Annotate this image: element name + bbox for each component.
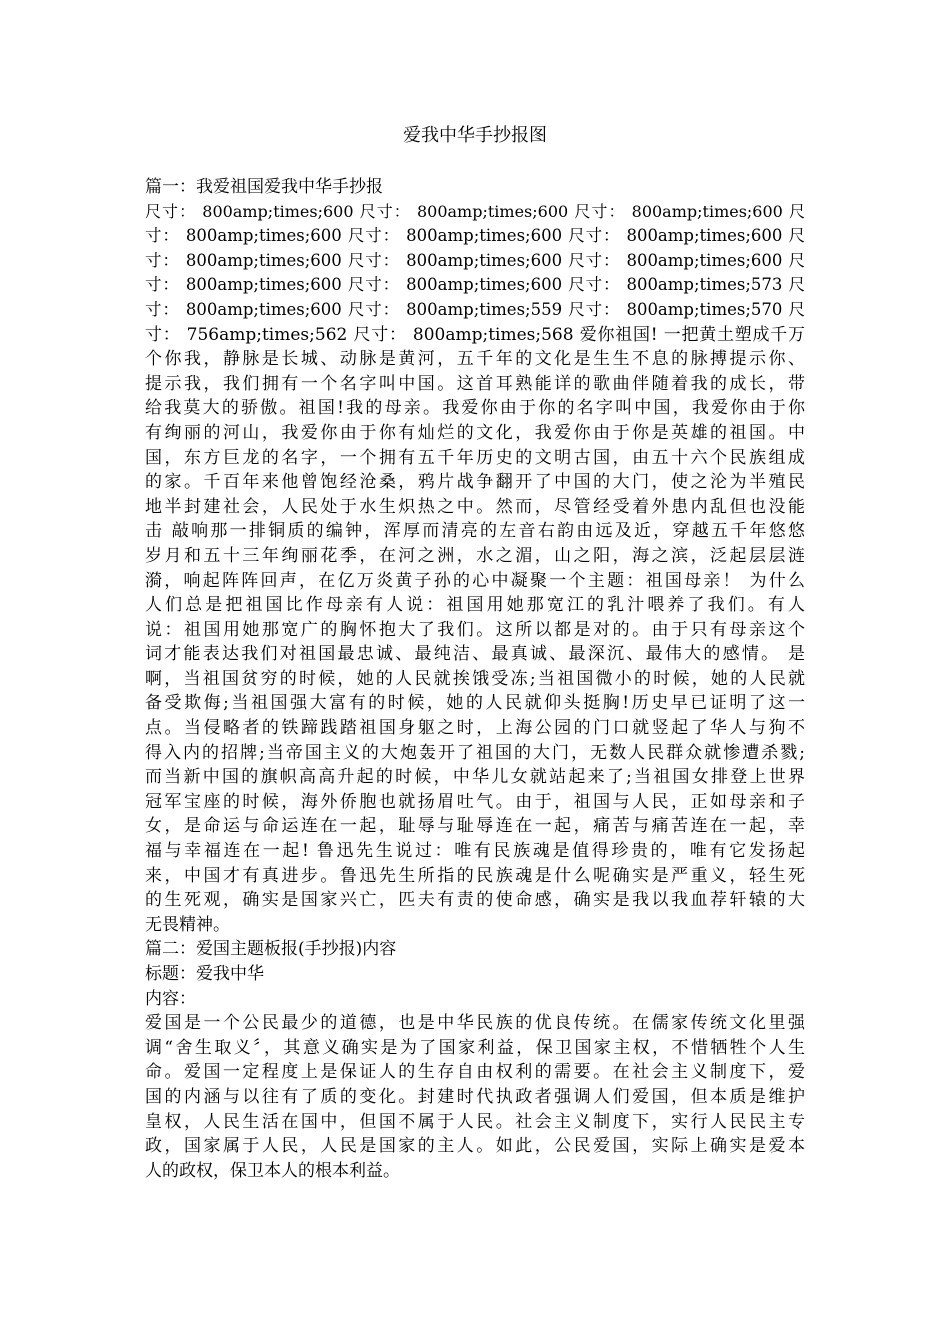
text-line: 寸： 800amp;times;600 尺寸： 800amp;times;600 尺寸： 800amp;times;600 尺 bbox=[145, 250, 805, 270]
text-line: 漪，响起阵阵回声，在亿万炎黄子孙的心中凝聚一个主题：祖国母亲！ 为什么 bbox=[145, 570, 805, 591]
text-line: 点。当侵略者的铁蹄践踏祖国身躯之时，上海公园的门口就竖起了华人与狗不 bbox=[145, 718, 805, 739]
text-line: 给我莫大的骄傲。祖国!我的母亲。我爱你由于你的名字叫中国，我爱你由于你 bbox=[145, 398, 805, 419]
text-line: 尺寸： 800amp;times;600 尺寸： 800amp;times;600 尺寸： 800amp;times;600 尺 bbox=[145, 201, 805, 221]
text-line: 说：祖国用她那宽广的胸怀抱大了我们。这所以都是对的。由于只有母亲这个 bbox=[145, 619, 805, 640]
text-line: 的生死观，确实是国家兴亡，匹夫有责的使命感，确实是我以我血荐轩辕的大 bbox=[145, 890, 805, 911]
document-body bbox=[145, 175, 805, 1183]
section-heading: 篇二：爱国主题板报(手抄报)内容 bbox=[145, 939, 397, 960]
text-line: 政，国家属于人民，人民是国家的主人。如此，公民爱国，实际上确实是爱本 bbox=[145, 1136, 805, 1157]
text-line: 国，东方巨龙的名字，一个拥有五千年历史的文明古国，由五十六个民族组成 bbox=[145, 447, 805, 468]
text-line: 的家。千百年来他曾饱经沧桑，鸦片战争翻开了中国的大门，使之沦为半殖民 bbox=[145, 472, 805, 493]
text-line: 岁月和五十三年绚丽花季，在河之洲，水之湄，山之阳，海之滨，泛起层层涟 bbox=[145, 545, 805, 566]
text-line: 福与幸福连在一起! 鲁迅先生说过：唯有民族魂是值得珍贵的，唯有它发扬起 bbox=[145, 841, 805, 862]
text-line: 无畏精神。 bbox=[145, 914, 230, 935]
text-line: 国的内涵与以往有了质的变化。封建时代执政者强调人们爱国，但本质是维护 bbox=[145, 1086, 805, 1107]
text-line: 爱国是一个公民最少的道德，也是中华民族的优良传统。在儒家传统文化里强 bbox=[145, 1013, 805, 1034]
document-title: 爱我中华手抄报图 bbox=[403, 125, 547, 146]
text-line: 皇权，人民生活在国中，但国不属于人民。社会主义制度下，实行人民民主专 bbox=[145, 1111, 805, 1132]
text-line: 女，是命运与命运连在一起，耻辱与耻辱连在一起，痛苦与痛苦连在一起，幸 bbox=[145, 816, 805, 837]
text-line: 标题：爱我中华 bbox=[145, 964, 264, 984]
text-line: 地半封建社会，人民处于水生炽热之中。然而，尽管经受着外患内乱但也没能 bbox=[145, 496, 805, 517]
text-line: 寸： 800amp;times;600 尺寸： 800amp;times;559 尺寸： 800amp;times;570 尺 bbox=[145, 299, 805, 319]
text-line: 篇一：我爱祖国爱我中华手抄报 bbox=[145, 177, 383, 197]
text-line: 调“舍生取义〞，其意义确实是为了国家利益，保卫国家主权，不惜牺牲个人生 bbox=[145, 1037, 805, 1058]
text-line: 寸： 756amp;times;562 尺寸： 800amp;times;568 爱你祖国! 一把黄土塑成千万 bbox=[145, 324, 805, 345]
text-line: 人的政权，保卫本人的根本利益。 bbox=[145, 1160, 400, 1181]
text-line: 个你我，静脉是长城、动脉是黄河，五千年的文化是生生不息的脉搏提示你、 bbox=[145, 349, 805, 370]
text-line: 击 敲响那一排铜质的编钟，浑厚而清亮的左音右韵由远及近，穿越五千年悠悠 bbox=[145, 521, 805, 542]
text-line: 词才能表达我们对祖国最忠诚、最纯洁、最真诚、最深沉、最伟大的感情。 是 bbox=[145, 644, 805, 665]
text-line: 提示我，我们拥有一个名字叫中国。这首耳熟能详的歌曲伴随着我的成长，带 bbox=[145, 373, 805, 394]
text-line: 人们总是把祖国比作母亲有人说：祖国用她那宽江的乳汁喂养了我们。有人 bbox=[145, 595, 805, 616]
text-line: 冠军宝座的时候，海外侨胞也就扬眉吐气。由于，祖国与人民，正如母亲和子 bbox=[145, 791, 805, 812]
text-line: 寸： 800amp;times;600 尺寸： 800amp;times;600 尺寸： 800amp;times;600 尺 bbox=[145, 226, 805, 246]
text-line: 寸： 800amp;times;600 尺寸： 800amp;times;600 尺寸： 800amp;times;573 尺 bbox=[145, 275, 805, 295]
text-line: 而当新中国的旗帜高高升起的时候，中华儿女就站起来了;当祖国女排登上世界 bbox=[145, 767, 805, 788]
text-line: 内容： bbox=[145, 988, 196, 1009]
text-line: 备受欺侮;当祖国强大富有的时候，她的人民就仰头挺胸!历史早已证明了这一 bbox=[145, 693, 805, 714]
text-line: 啊，当祖国贫穷的时候，她的人民就挨饿受冻;当祖国微小的时候，她的人民就 bbox=[145, 668, 805, 689]
text-line: 来，中国才有真进步。鲁迅先生所指的民族魂是什么呢确实是严重义，轻生死 bbox=[145, 865, 805, 886]
text-line: 得入内的招牌;当帝国主义的大炮轰开了祖国的大门，无数人民群众就惨遭杀戮; bbox=[145, 742, 805, 763]
text-line: 命。爱国一定程度上是保证人的生存自由权利的需要。在社会主义制度下，爱 bbox=[145, 1062, 805, 1083]
text-line: 有绚丽的河山，我爱你由于你有灿烂的文化，我爱你由于你是英雄的祖国。中 bbox=[145, 422, 805, 443]
